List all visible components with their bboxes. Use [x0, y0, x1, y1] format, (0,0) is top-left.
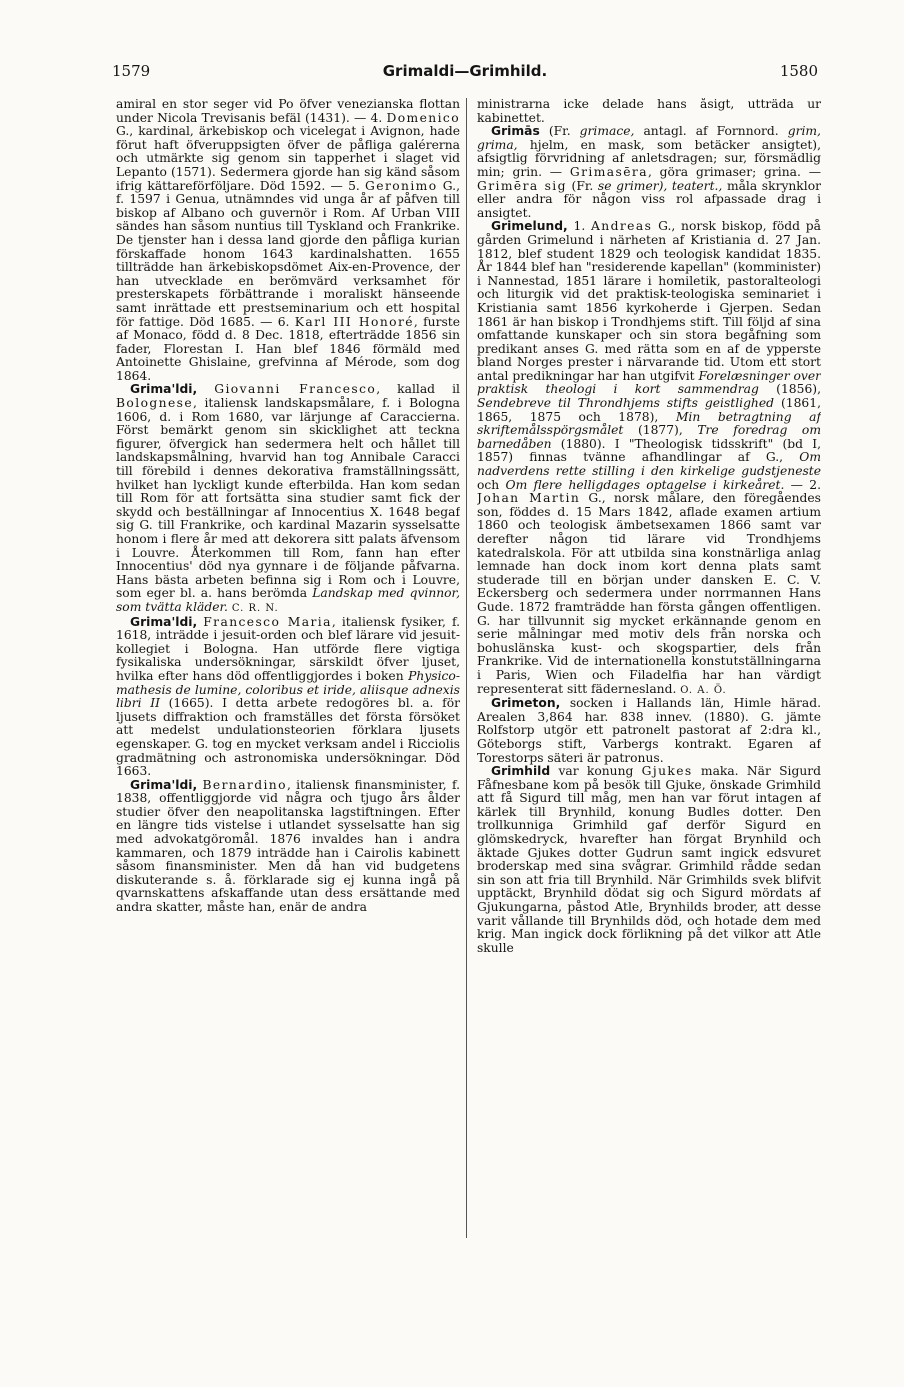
text-run: hjelm, en mask, som betäcker ansigtet), afsigtlig förvridning af anletsdragen; sur, försmädlig min; grin. —	[477, 137, 821, 179]
text-run: (Fr.	[539, 124, 580, 139]
author-signature: O. A. Ö.	[680, 684, 727, 696]
text-run: (Fr.	[566, 178, 598, 193]
spaced-name: Karl III Honoré	[294, 314, 414, 329]
text-run: — 2.	[784, 477, 821, 492]
spaced-name: Grimēra sig	[477, 178, 567, 193]
text-run: G., f. 1597 i Genua, utnämndes vid unga år af påfven till biskop af Albano och guvernör i Rom. Af Urban VIII sändes han såsom nuntius till Tyskland och Frankrike. De tjenster han i dessa land gjorde den påfliga kurian förskaffade honom 1643 kardinalshatten. 1655 tillträdde han ärkebiskopsdömet Aix-en-Provence, der han utvecklade en berömvärd verksamhet för presterskapets förbättrande i moraliskt hänseende samt inrättade ett prestseminarium och ett hospital för fattige. Död 1685. — 6.	[116, 178, 460, 329]
italic-title: Tre foredrag om barnedåben	[477, 423, 821, 451]
headword: Grimās	[491, 124, 540, 139]
text-run: G., kardinal, ärkebiskop och vicelegat i Avignon, hade förut haft öfveruppsigten öfver de påfliga galérerna och utmärkte sig genom sin tapperhet i slaget vid Lepanto (1571). Sedermera gjorde han sig känd såsom ifrig kättareförföljare. Död 1592. — 5.	[116, 124, 460, 193]
text-run	[197, 382, 214, 396]
entry-grimaldi-continued	[116, 98, 460, 383]
italic-title: Om nadverdens rette stilling i den kirkelige gudstjeneste	[477, 450, 821, 479]
text-run: (1856),	[758, 382, 821, 397]
text-run: G., norsk målare, den föregåendes son, föddes d. 15 Mars 1842, aflade examen artium 1860 och teologisk ämbetsexamen 1866 samt var derefter någon tid lärare vid Trondhjems katedralskola. För att utbilda sina konstnärliga anlag lemnade han dock inom kort denna plats samt studerade till en början under dansken E. C. V. Eckersberg och sedermera under norrmannen Hans Gude. 1872 framträdde han första gången offentligen. G. har tillvunnit sig mycket erkännande genom en serie målningar med motiv dels från norska och bohuslänska kust- och skogspartier, dels från Frankrike. Vid de internationella konstutställningarna i Paris, Wien och Filadelfia har han värdigt representerat sitt fädernesland.	[477, 491, 821, 696]
spaced-name: Francesco Maria	[203, 614, 332, 629]
headword: Grima'ldi,	[130, 382, 198, 397]
text-run: , furste af Monaco, född d. 8 Dec. 1818, efterträdde 1856 sin fader, Florestan I. Han blef 1846 förmäld med Antoinette Ghislaine, grefvinna af Mérode, som dog 1864.	[116, 314, 460, 383]
spaced-name: Bolognese	[116, 396, 194, 411]
running-title: Grimaldi—Grimhild.	[382, 62, 548, 80]
spaced-name: Gjukes	[641, 764, 693, 779]
text-run: , kallad il	[376, 382, 460, 397]
italic-title: grimace,	[579, 124, 635, 139]
column-divider	[466, 98, 467, 1238]
italic-title: Min betragtning af skriftemålsspörgsmålet	[477, 409, 821, 438]
italic-title: Sendebreve til Throndhjems stifts geistlighed	[477, 396, 775, 411]
italic-title: grim, grima,	[477, 124, 821, 152]
page-number-left: 1579	[112, 62, 151, 80]
text-run: G., norsk biskop, född på gården Grimelund i närheten af Kristiania d. 27 Jan. 1812, blef student 1829 och teologisk kandidat 1835. År 1844 blef han "residerende kapellan" (komminister) i Nannestad, 1851 lärare i homiletik, pastoralteologi och liturgik vid det praktisk-teologiska seminariet i Kristiania samt 1856 kyrkoherde i Gjerpen. Sedan 1861 är han biskop i Trondhjems stift. Till följd af sina omfattande kunskaper och sin stora begåfning som predikant anses G. med rätta som en af de ypperste bland Norges prester i närvarande tid. Utom ett stort antal predikningar har han utgifvit	[477, 219, 821, 383]
entry-bernardino-continued	[477, 98, 821, 125]
text-run: ministrarna icke delade hans åsigt, utträda ur kabinettet.	[477, 98, 821, 125]
text-run: måla skrynklor eller andra för någon viss rol afpassade drag i ansigtet.	[477, 178, 821, 220]
entry-grimhild	[477, 765, 821, 955]
spaced-name: Geronimo	[365, 178, 438, 193]
author-signature: C. R. N.	[231, 602, 279, 614]
right-column	[477, 98, 821, 1248]
text-run: amiral en stor seger vid Po öfver venezianska flottan under Nicola Trevisanis befäl (1431). — 4.	[116, 98, 460, 125]
spaced-name: Johan Martin	[477, 491, 581, 506]
text-run: (1665). I detta arbete redogöres bl. a. för ljusets diffraktion och framställes det första försöket att medelst undulationsteorien förklara ljusets egenskaper. G. tog en mycket verksam andel i Ricciolis gradmätning och astronomiska undersökningar. Död 1663.	[116, 696, 460, 779]
text-run: , italiensk landskapsmålare, f. i Bologna 1606, d. i Rom 1680, var lärjunge af Caraccierna. Först bemärkt genom sin skicklighet att teckna figurer, öfvergick han sedermera helt och hållet till landskapsmålning, hvarvid han tog Annibale Caracci till förebild i dennes dekorativa framställningssätt, hvilket han lyckligt kunde efterbilda. Han kom sedan till Rom för att fortsätta sina studier samt fick der skydd och beställningar af Innocentius X. 1648 begaf sig G. till Frankrike, och kardinal Mazarin sysselsatte honom i flere år med att dekorera sitt palats äfvensom i Louvre. Återkommen till Rom, fann han efter Innocentius' död nya gynnare i de följande påfvarna. Hans bästa arbeten befinna sig i Rom och i Louvre, som eger bl. a. hans berömda	[116, 396, 460, 601]
page-header	[112, 62, 818, 84]
headword: Grimelund,	[491, 219, 568, 234]
text-run: antagl. af Fornnord.	[634, 124, 788, 139]
left-column	[116, 98, 460, 1248]
entry-grimaldi-bernardino	[116, 779, 460, 915]
text-run: var konung	[550, 764, 642, 779]
italic-title: Forelæsninger over praktisk theologi i kort sammendrag	[477, 368, 821, 397]
headword: Grimeton,	[491, 696, 561, 711]
entry-grimas	[477, 125, 821, 220]
headword: Grimhild	[491, 764, 551, 779]
italic-title: Om flere helligdages optagelse i kirkeåret.	[505, 477, 785, 492]
italic-title: Landskap med qvinnor, som tvätta kläder.	[116, 586, 460, 614]
spaced-name: Bernardino	[202, 777, 287, 792]
text-run: (1877),	[623, 423, 698, 438]
text-run: 1.	[567, 219, 592, 234]
spaced-name: Domenico	[386, 110, 460, 125]
text-run: , italiensk finansminister, f. 1838, offentliggjorde vid några och tjugo års ålder studier öfver den neapolitanska lagstiftningen. Efter en längre tids vistelse i utlandet sysselsatte han sig med advokatgöromål. 1876 invaldes han i andra kammaren, och 1879 inträdde han i Cairolis kabinett såsom finansminister. Men då han vid budgetens diskuterande s. å. förklarade sig ej kunna ingå på qvarnskattens afskaffande utan dess ersättande med andra skatter, måste han, enär de andra	[116, 777, 460, 915]
text-run: socken i Hallands län, Himle härad. Arealen 3,864 har. 838 innev. (1880). G. jämte Rolfstorp utgör ett patronelt pastorat af 2:dra kl., Göteborgs stift, Varbergs kontrakt. Egaren af Torestorps säteri är patronus.	[477, 696, 821, 765]
text-run: , italiensk fysiker, f. 1618, inträdde i jesuit-orden och blef lärare vid jesuit-kollegiet i Bologna. Han utförde flere vigtiga fysikaliska undersökningar, särskildt öfver ljuset, hvilka efter hans död offentliggjordes i boken	[116, 614, 460, 683]
spaced-name: Grimasēra	[569, 164, 648, 179]
text-run: , göra grimaser; grina. —	[647, 164, 821, 179]
italic-title: se grimer), teatert.,	[597, 178, 723, 193]
headword: Grima'ldi,	[130, 614, 198, 629]
text-run: (1880). I "Theologisk tidsskrift" (bd I, 1857) finnas tvänne afhandlingar af G.,	[477, 436, 821, 465]
text-run: maka. När Sigurd Fåfnesbane kom på besök till Gjuke, önskade Grimhild att få Sigurd till måg, men han var förut intagen af kärlek till Brynhild, konung Budles dotter. Den trollkunniga Grimhild gaf derför Sigurd en glömskedryck, hvarefter han förgat Brynhild och äktade Gjukes dotter Gudrun samt ingick edsvuret broderskap med sina svågrar. Grimhild rådde sedan sin son att fria till Brynhild. När Grimhilds svek blifvit upptäckt, Brynhild dödat sig och Sigurd mördats af Gjukungarna, påstod Atle, Brynhilds broder, att desse varit vållande till Brynhilds död, och hotade dem med krig. Man ingick dock förlikning på det vilkor att Atle skulle	[477, 764, 821, 955]
entry-grimaldi-giovanni-francesco	[116, 383, 460, 615]
text-run: (1861, 1865, 1875 och 1878),	[477, 396, 821, 424]
page-number-right: 1580	[779, 62, 818, 80]
text-run: och	[477, 477, 506, 492]
headword: Grima'ldi,	[130, 777, 198, 792]
spaced-name: Giovanni Francesco	[214, 382, 377, 397]
italic-title: Physico-mathesis de lumine, coloribus et iride, aliisque adnexis libri II	[116, 668, 460, 711]
spaced-name: Andreas	[591, 219, 653, 234]
entry-grimelund	[477, 220, 821, 697]
entry-grimaldi-francesco-maria	[116, 616, 460, 779]
entry-grimeton	[477, 697, 821, 765]
